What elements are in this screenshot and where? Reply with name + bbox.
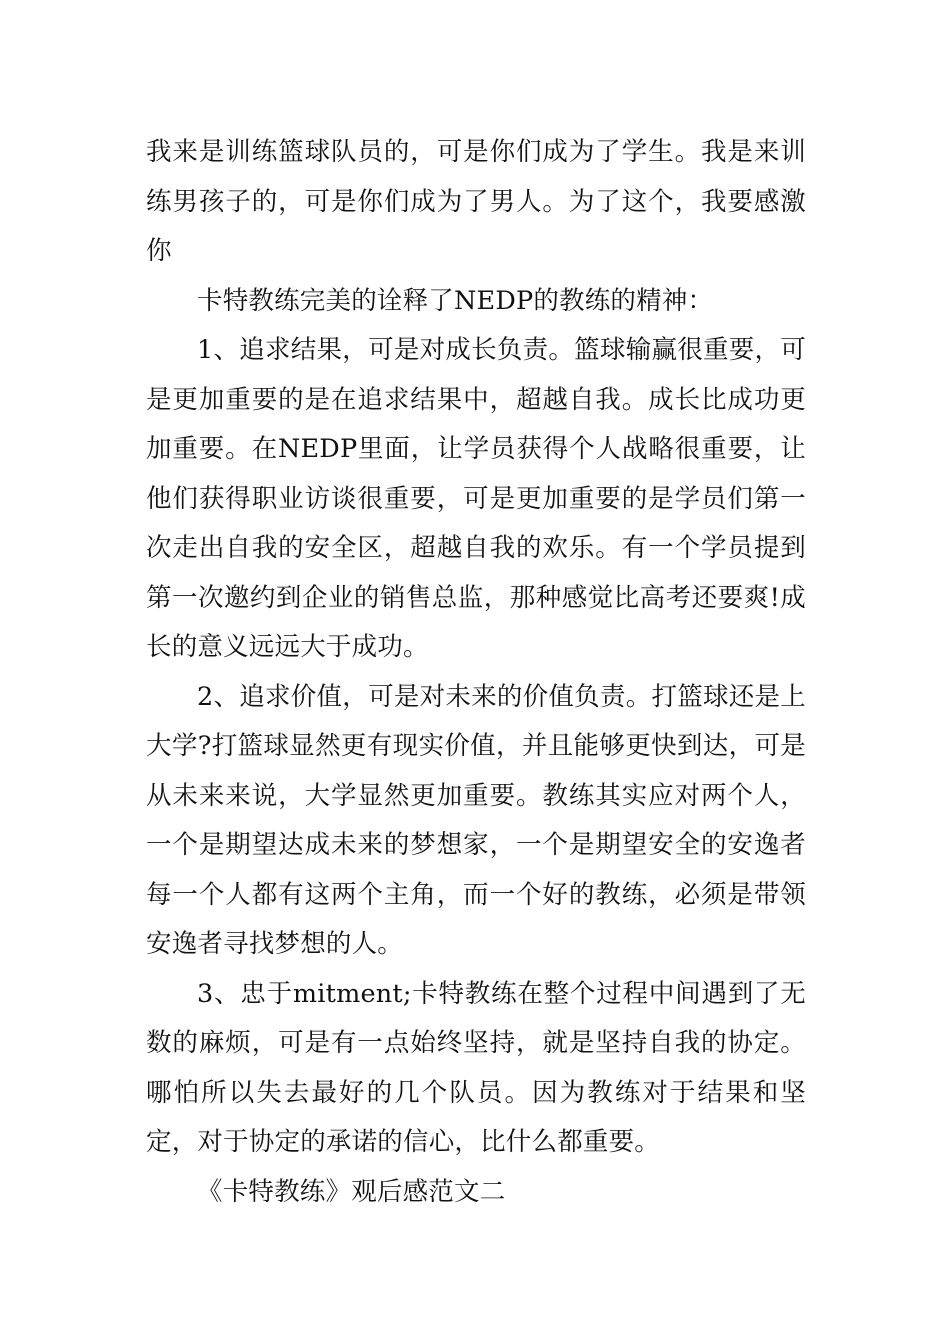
paragraph-point-2: 2、追求价值，可是对未来的价值负责。打篮球还是上大学?打篮球显然更有现实价值，并且能够更快到达，可是从未来来说，大学显然更加重要。教练其实应对两个人，一个是期望达成未来的梦想家，一个是期望安全的安逸者每一个人都有这两个主角，而一个好的教练，必须是带领安逸者寻找梦想的人。 [146,681,806,959]
section-heading: 《卡特教练》观后感范文二 [197,1176,506,1207]
paragraph-point-1: 1、追求结果，可是对成长负责。篮球输赢很重要，可是更加重要的是在追求结果中，超越自我。成长比成功更加重要。在NEDP里面，让学员获得个人战略很重要，让他们获得职业访谈很重要，可是更加重要的是学员们第一次走出自我的安全区，超越自我的欢乐。有一个学员提到第一次邀约到企业的销售总监，那种感觉比高考还要爽!成长的意义远远大于成功。 [146,335,806,662]
document-body [146,128,806,1217]
paragraph-closing-quote: 我来是训练篮球队员的，可是你们成为了学生。我是来训练男孩子的，可是你们成为了男人。为了这个，我要感激你 [146,137,806,266]
paragraph-point-3: 3、忠于mitment;卡特教练在整个过程中间遇到了无数的麻烦，可是有一点始终坚持，就是坚持自我的协定。哪怕所以失去最好的几个队员。因为教练对于结果和坚定，对于协定的承诺的信心，比什么都重要。 [146,978,806,1157]
paragraph-intro: 卡特教练完美的诠释了NEDP的教练的精神： [197,285,714,316]
